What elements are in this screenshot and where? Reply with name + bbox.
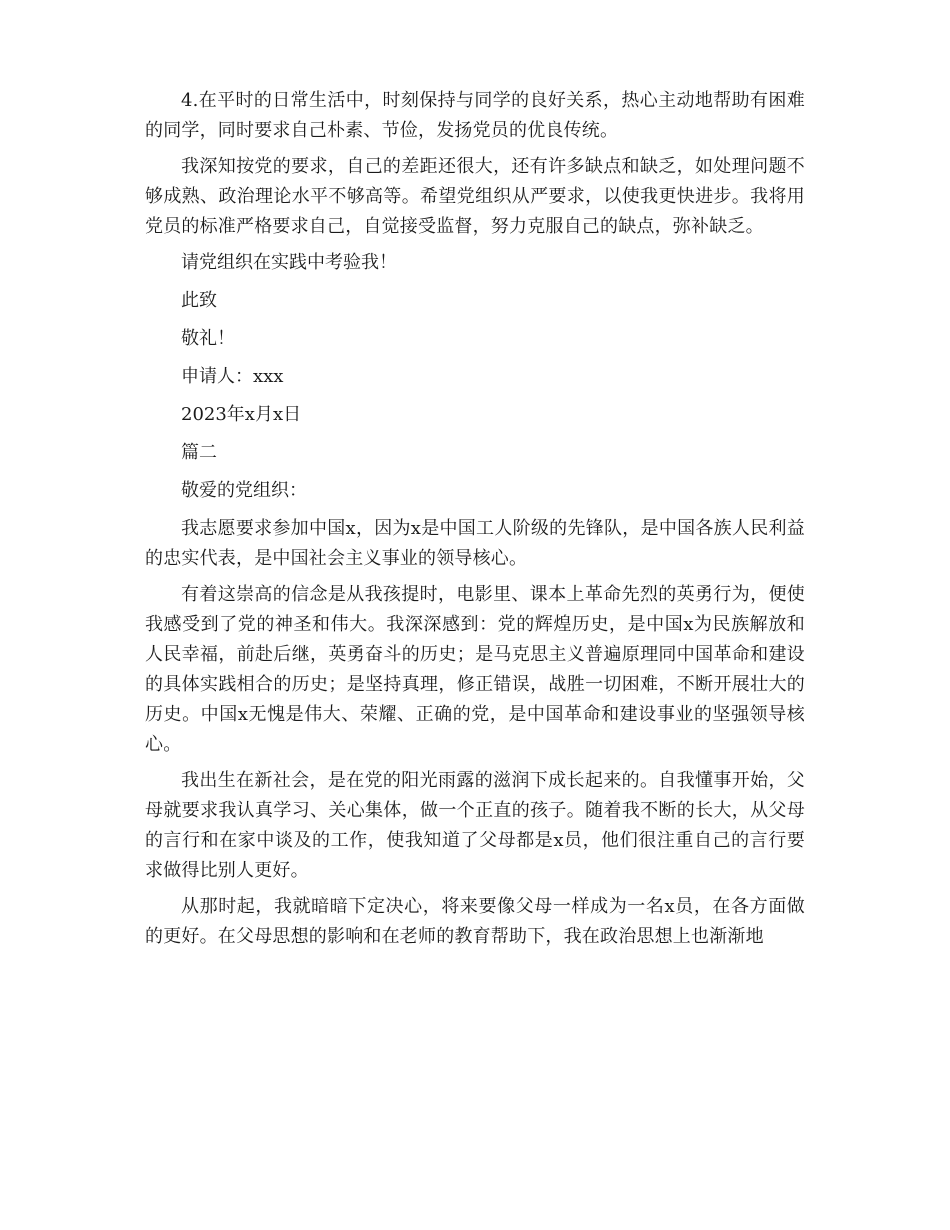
paragraph-request: 请党组织在实践中考验我！ [181,252,397,273]
document-body [145,86,805,958]
applicant-name: 申请人：xxx [181,366,284,387]
closing-regards: 敬礼！ [181,328,235,349]
letter-greeting: 敬爱的党组织： [181,480,307,501]
paragraph-self-assessment: 我深知按党的要求，自己的差距还很大，还有许多缺点和缺乏，如处理问题不够成熟、政治理论水平不够高等。希望党组织从严要求，以使我更快进步。我将用党员的标准严格要求自己，自觉接受监督，努力克服自己的缺点，弥补缺乏。 [145,156,805,237]
paragraph-intent: 我志愿要求参加中国x，因为x是中国工人阶级的先锋队，是中国各族人民利益的忠实代表，是中国社会主义事业的领导核心。 [145,518,805,569]
application-date: 2023年x月x日 [181,404,302,425]
section-heading: 篇二 [181,442,217,463]
paragraph-belief: 有着这崇高的信念是从我孩提时，电影里、课本上革命先烈的英勇行为，便使我感受到了党的神圣和伟大。我深深感到：党的辉煌历史，是中国x为民族解放和人民幸福，前赴后继，英勇奋斗的历史；是马克思主义普遍原理同中国革命和建设的具体实践相合的历史；是坚持真理，修正错误，战胜一切困难，不断开展壮大的历史。中国x无愧是伟大、荣耀、正确的党，是中国革命和建设事业的坚强领导核心。 [145,584,805,755]
paragraph-item-4: 4.在平时的日常生活中，时刻保持与同学的良好关系，热心主动地帮助有困难的同学，同时要求自己朴素、节俭，发扬党员的优良传统。 [145,90,805,141]
paragraph-resolution: 从那时起，我就暗暗下定决心，将来要像父母一样成为一名x员，在各方面做的更好。在父母思想的影响和在老师的教育帮助下，我在政治思想上也渐渐地 [145,896,805,947]
paragraph-upbringing: 我出生在新社会，是在党的阳光雨露的滋润下成长起来的。自我懂事开始，父母就要求我认真学习、关心集体，做一个正直的孩子。随着我不断的长大，从父母的言行和在家中谈及的工作，使我知道了父母都是x员，他们很注重自己的言行要求做得比别人更好。 [145,770,805,881]
closing-salutation: 此致 [181,290,217,311]
